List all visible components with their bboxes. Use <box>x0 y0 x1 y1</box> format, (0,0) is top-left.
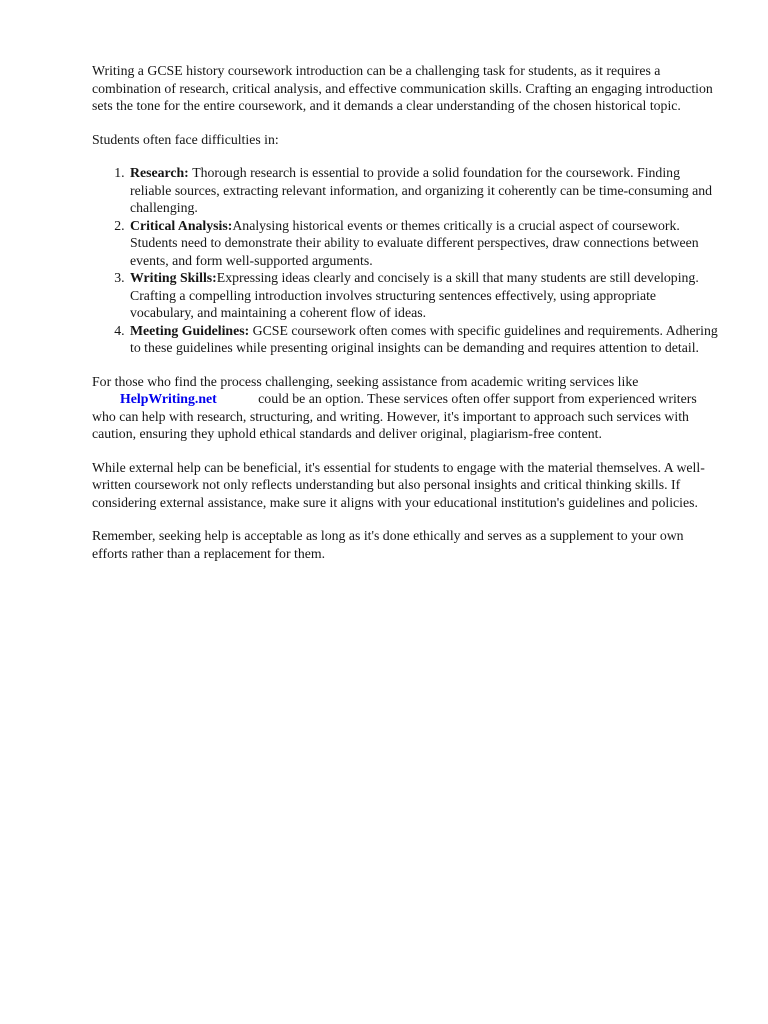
list-item-label: Meeting Guidelines: <box>130 322 253 338</box>
list-item-text: Analysing historical events or themes critically is a crucial aspect of coursework. Students need to demonstrate their ability to evaluate different perspectives, draw connections between events, and form well-supported arguments. <box>130 217 699 268</box>
closing-paragraph: Remember, seeking help is acceptable as long as it's done ethically and serves as a supplement to your own efforts rather than a replacement for them. <box>92 528 684 561</box>
external-help-paragraph: While external help can be beneficial, it's essential for students to engage with the material themselves. A well-written coursework not only reflects understanding but also personal insights and critical thinking skills. If considering external assistance, make sure it aligns with your educational institution's guidelines and policies. <box>92 459 705 510</box>
services-paragraph <box>92 373 722 443</box>
list-item-text: Expressing ideas clearly and concisely is a skill that many students are still developing. Crafting a compelling introduction involves structuring sentences effectively, using appropriate vocabulary, and maintaining a coherent flow of ideas. <box>130 270 699 320</box>
list-item-critical-analysis <box>128 217 722 270</box>
list-item-label: Writing Skills: <box>130 270 217 285</box>
intro-paragraph: Writing a GCSE history coursework introduction can be a challenging task for students, as it requires a combination of research, critical analysis, and effective communication skills. Crafting an engaging introduction sets the tone for the entire coursework, and it demands a clear understanding of the chosen historical topic. <box>92 63 713 113</box>
services-text-after-link: could be an option. These services often offer support from experienced writers who can help with research, structuring, and writing. However, it's important to approach such services with caution, ensuring they uphold ethical standards and deliver original, plagiarism-free content. <box>92 391 697 441</box>
services-text-before-link: For those who find the process challenging, seeking assistance from academic writing services like <box>92 373 639 389</box>
list-item-research <box>128 164 722 217</box>
difficulties-list <box>92 164 722 357</box>
list-item-meeting-guidelines <box>128 322 722 357</box>
list-item-label: Research: <box>130 165 193 180</box>
list-item-text: Thorough research is essential to provide a solid foundation for the coursework. Finding reliable sources, extracting relevant information, and organizing it coherently can be time-consuming and challenging. <box>130 165 713 215</box>
list-item-writing-skills <box>128 269 722 322</box>
list-item-label: Critical Analysis: <box>130 217 233 233</box>
list-item-text: GCSE coursework often comes with specific guidelines and requirements. Adhering to these guidelines while presenting original insights can be demanding and requires attention to detail. <box>130 322 718 355</box>
difficulties-lead-paragraph: Students often face difficulties in: <box>92 131 279 147</box>
helpwriting-link[interactable]: HelpWriting.net <box>120 391 217 406</box>
